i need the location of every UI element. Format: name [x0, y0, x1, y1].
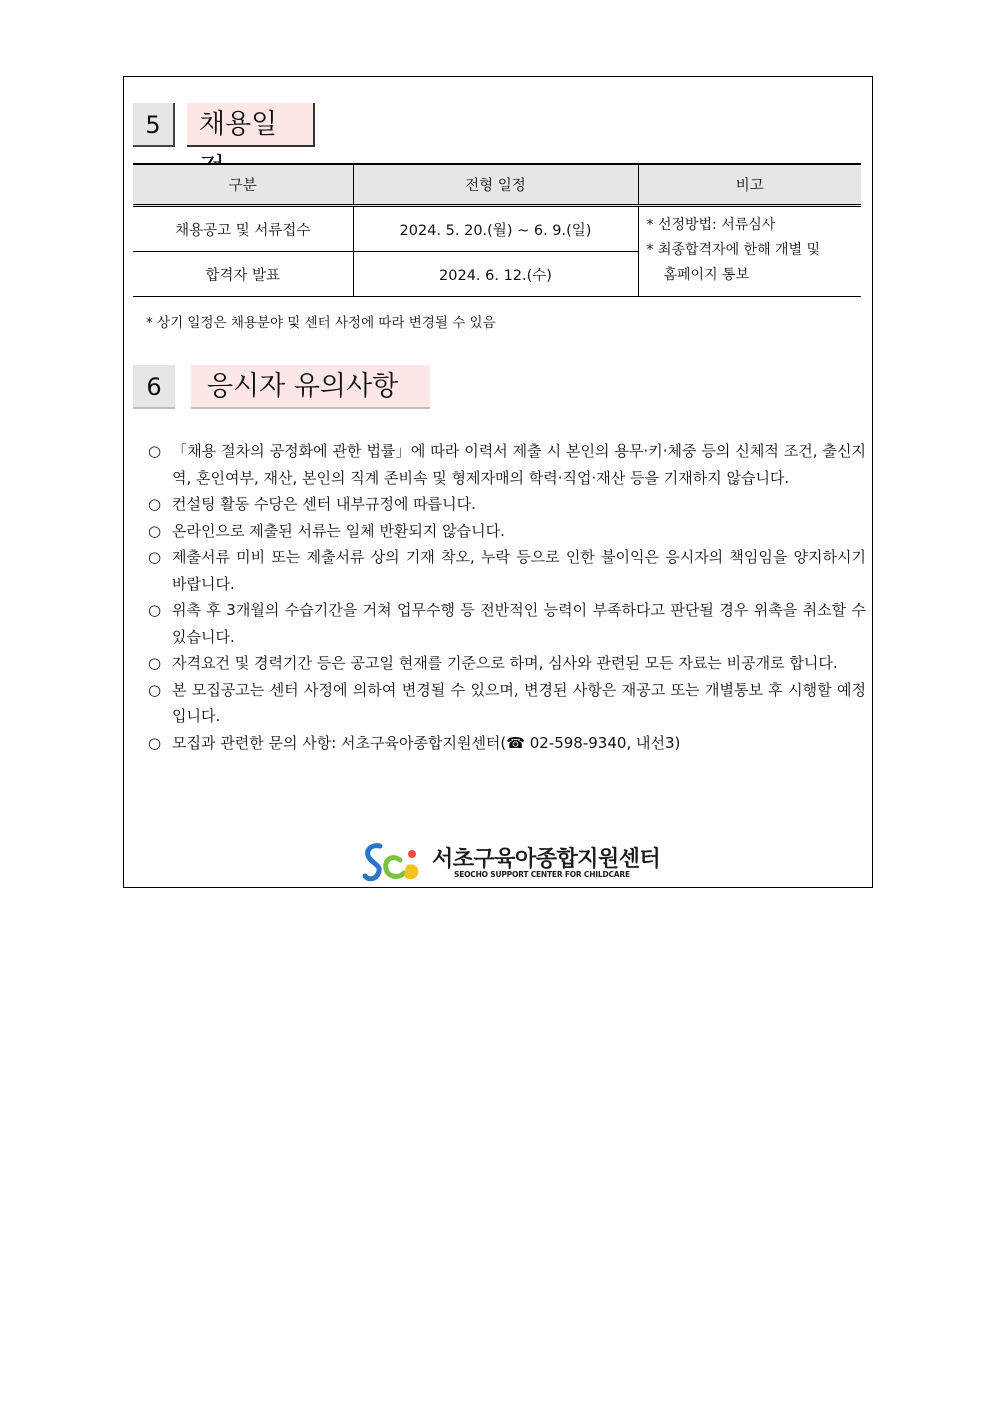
list-item — [148, 730, 866, 757]
table-header-row — [133, 164, 861, 206]
notice-text: 본 모집공고는 센터 사정에 의하여 변경될 수 있으며, 변경된 사항은 재공고 또는 개별통보 후 시행할 예정입니다. — [172, 680, 866, 725]
notice-text: 모집과 관련한 문의 사항: 서초구육아종합지원센터(☎ 02-598-9340, 내선3) — [172, 733, 681, 752]
circle-bullet-icon: ○ — [148, 495, 162, 513]
circle-bullet-icon: ○ — [148, 733, 162, 752]
list-item — [148, 677, 866, 730]
circle-bullet-icon: ○ — [148, 521, 162, 540]
table-cell-category: 합격자 발표 — [133, 252, 353, 297]
logo-name: 서초구육아종합지원센터 — [432, 847, 661, 872]
table-header-schedule: 전형 일정 — [353, 164, 638, 206]
notice-text: 온라인으로 제출된 서류는 일체 반환되지 않습니다. — [172, 521, 505, 540]
section-5-title: 채용일 — [187, 103, 315, 147]
list-item — [148, 438, 866, 491]
circle-bullet-icon: ○ — [148, 601, 162, 619]
remark-line: * 최종합격자에 한해 개별 및 — [646, 242, 821, 258]
notice-text: 「채용 절차의 공정화에 관한 법률」에 따라 이력서 제출 시 본인의 용무·키·체중 등의 신체적 조건, 출신지역, 혼인여부, 재산, 본인의 직계 존비속 및 형제자매의 학력·직업·재산 등을 기재하지 않습니다. — [172, 442, 866, 487]
table-header-remarks: 비고 — [638, 164, 861, 206]
section-6-title: 응시자 유의사항 — [191, 365, 430, 409]
notice-text: 위촉 후 3개월의 수습기간을 거쳐 업무수행 등 전반적인 능력이 부족하다고 판단될 경우 위촉을 취소할 수 있습니다. — [172, 601, 866, 646]
schedule-table — [133, 163, 861, 297]
schedule-note: * 상기 일정은 채용분야 및 센터 사정에 따라 변경될 수 있음 — [146, 315, 496, 331]
list-item — [148, 544, 866, 597]
section-5-number: 5 — [133, 103, 175, 147]
seocho-logo-icon — [362, 840, 428, 886]
table-cell-remarks — [638, 206, 861, 297]
center-logo — [362, 840, 661, 886]
remark-line: * 선정방법: 서류심사 — [646, 217, 776, 233]
list-item — [148, 650, 866, 677]
notice-text: 자격요건 및 경력기간 등은 공고일 현재를 기준으로 하며, 심사와 관련된 모든 자료는 비공개로 합니다. — [172, 654, 838, 672]
list-item — [148, 597, 866, 650]
circle-bullet-icon: ○ — [148, 548, 162, 566]
table-cell-date: 2024. 5. 20.(월) ~ 6. 9.(일) — [353, 206, 638, 252]
remark-line: 홈페이지 통보 — [663, 267, 750, 283]
section-6-number: 6 — [133, 365, 175, 409]
notice-text: 제출서류 미비 또는 제출서류 상의 기재 착오, 누락 등으로 인한 불이익은 응시자의 책임임을 양지하시기 바랍니다. — [172, 548, 866, 593]
logo-subtitle: SEOCHO SUPPORT CENTER FOR CHILDCARE — [454, 870, 630, 879]
notice-text: 컨설팅 활동 수당은 센터 내부규정에 따릅니다. — [172, 495, 476, 513]
table-row — [133, 206, 861, 252]
circle-bullet-icon: ○ — [148, 680, 162, 699]
circle-bullet-icon: ○ — [148, 442, 162, 460]
notice-list — [148, 438, 866, 756]
table-cell-category: 채용공고 및 서류접수 — [133, 206, 353, 252]
circle-bullet-icon: ○ — [148, 654, 162, 672]
list-item — [148, 518, 866, 545]
table-header-category: 구분 — [133, 164, 353, 206]
table-cell-date: 2024. 6. 12.(수) — [353, 252, 638, 297]
list-item — [148, 491, 866, 518]
